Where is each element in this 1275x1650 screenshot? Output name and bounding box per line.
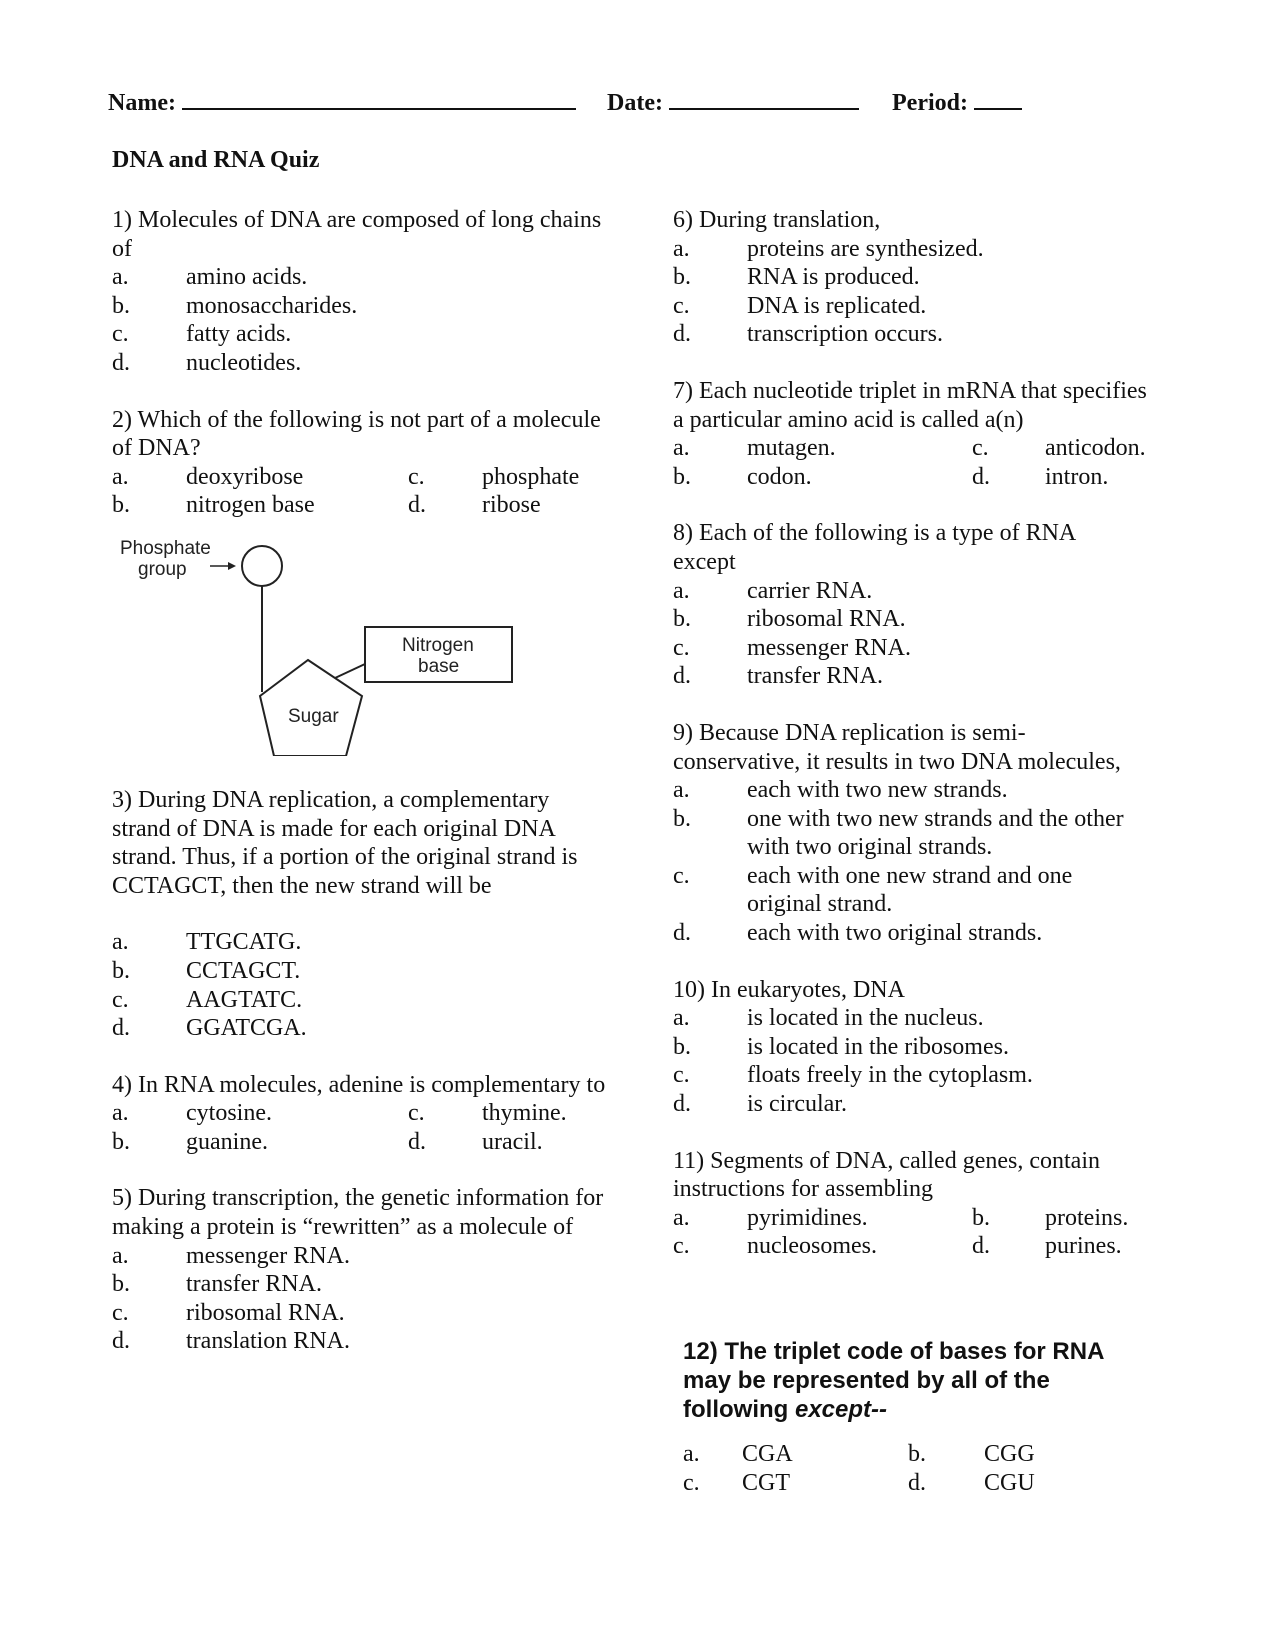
question-stem: 11) Segments of DNA, called genes, contain instructions for assembling: [673, 1147, 1100, 1203]
question-1: [112, 206, 612, 378]
question-stem: [683, 1337, 1123, 1424]
option-b-text[interactable]: nitrogen base: [186, 492, 315, 519]
option-b-letter: b.: [112, 1128, 130, 1155]
question-5: [112, 1184, 612, 1356]
arrow-icon: [210, 562, 236, 570]
option-d-text[interactable]: CGU: [984, 1469, 1035, 1496]
date-label: Date:: [607, 90, 663, 116]
option-c-letter: c.: [673, 1233, 690, 1260]
right-column: [673, 206, 1193, 1525]
option-d[interactable]: d. nucleotides.: [112, 349, 302, 376]
option-d[interactable]: d. each with two original strands.: [673, 920, 1043, 947]
option-d[interactable]: d. translation RNA.: [112, 1328, 350, 1355]
phosphate-circle: [242, 546, 282, 586]
question-7: [673, 377, 1193, 491]
option-d-letter: d.: [408, 1128, 426, 1155]
option-b[interactable]: b. ribosomal RNA.: [673, 606, 906, 633]
option-c[interactable]: c. messenger RNA.: [673, 634, 911, 661]
question-8: [673, 519, 1193, 691]
option-b[interactable]: b. is located in the ribosomes.: [673, 1033, 1009, 1060]
date-field: [607, 88, 859, 117]
option-d-text[interactable]: purines.: [1045, 1233, 1122, 1260]
question-12: [673, 1337, 1193, 1497]
option-d[interactable]: d. transcription occurs.: [673, 321, 943, 348]
option-d-letter: d.: [408, 492, 426, 519]
name-field: [108, 88, 576, 117]
option-b[interactable]: b. one with two new strands and the other with two original strands.: [673, 805, 1124, 861]
question-stem: 3) During DNA replication, a complementary strand of DNA is made for each original DNA strand. Thus, if a portion of the original strand is CCTAGCT, then the new strand will be: [112, 786, 578, 899]
option-b[interactable]: b. CCTAGCT.: [112, 957, 301, 984]
option-a-letter: a.: [112, 1100, 129, 1127]
option-c-text[interactable]: anticodon.: [1045, 435, 1146, 462]
question-2: [112, 406, 612, 520]
question-stem: 10) In eukaryotes, DNA: [673, 976, 905, 1003]
option-a-letter: a.: [673, 1204, 690, 1231]
options-grid: [673, 1204, 1193, 1261]
date-blank[interactable]: [669, 88, 859, 110]
option-b-text[interactable]: codon.: [747, 463, 812, 490]
option-c[interactable]: c. each with one new strand and one original strand.: [673, 862, 1073, 918]
sugar-label: Sugar: [288, 705, 339, 727]
sugar-base-bond: [335, 664, 365, 678]
option-a-text[interactable]: CGA: [742, 1441, 793, 1467]
option-a[interactable]: a. carrier RNA.: [673, 577, 873, 604]
option-b-letter: b.: [908, 1441, 926, 1467]
option-c-text[interactable]: thymine.: [482, 1100, 567, 1127]
options-grid: [683, 1440, 1193, 1497]
option-a-letter: a.: [683, 1441, 700, 1467]
nitrogen-label-line2: base: [418, 655, 460, 677]
option-b-text[interactable]: guanine.: [186, 1128, 268, 1155]
nucleotide-diagram: [112, 524, 532, 756]
options-grid: [673, 434, 1193, 491]
option-b-letter: b.: [112, 492, 130, 519]
name-blank[interactable]: [182, 88, 576, 110]
option-c-letter: c.: [408, 1100, 425, 1127]
option-a[interactable]: a. each with two new strands.: [673, 777, 1008, 804]
question-stem-emphasis: except--: [794, 1396, 888, 1423]
option-c[interactable]: c. AAGTATC.: [112, 986, 303, 1013]
option-d-text[interactable]: uracil.: [482, 1128, 543, 1155]
option-a-text[interactable]: deoxyribose: [186, 463, 304, 490]
option-a[interactable]: a. messenger RNA.: [112, 1242, 350, 1269]
question-stem: 5) During transcription, the genetic information for making a protein is “rewritten” as a molecule of: [112, 1185, 604, 1241]
option-b-letter: b.: [972, 1204, 990, 1231]
option-a[interactable]: a. is located in the nucleus.: [673, 1005, 984, 1032]
question-9: [673, 719, 1193, 948]
option-a-letter: a.: [673, 435, 690, 462]
option-d-letter: d.: [972, 1233, 990, 1260]
question-stem: 4) In RNA molecules, adenine is complementary to: [112, 1071, 606, 1098]
phosphate-label-line2: group: [138, 558, 187, 580]
option-d[interactable]: d. transfer RNA.: [673, 663, 883, 690]
option-c-text[interactable]: phosphate: [482, 463, 580, 490]
option-d[interactable]: d. GGATCGA.: [112, 1015, 307, 1042]
option-d-letter: d.: [972, 463, 990, 490]
phosphate-label-line1: Phosphate: [120, 537, 211, 559]
question-stem: 8) Each of the following is a type of RNA except: [673, 520, 1075, 575]
question-stem: 7) Each nucleotide triplet in mRNA that specifies a particular amino acid is called a(n): [673, 377, 1147, 433]
option-b-text[interactable]: proteins.: [1045, 1204, 1129, 1231]
question-6: [673, 206, 1193, 349]
question-stem: 1) Molecules of DNA are composed of long chains of: [112, 207, 602, 262]
option-d-text[interactable]: intron.: [1045, 463, 1109, 490]
option-b-text[interactable]: CGG: [984, 1441, 1035, 1467]
option-c-letter: c.: [972, 435, 989, 462]
option-d-text[interactable]: ribose: [482, 492, 541, 519]
option-a-text[interactable]: pyrimidines.: [747, 1204, 868, 1231]
options-grid: [112, 1099, 612, 1156]
option-a-text[interactable]: cytosine.: [186, 1100, 272, 1127]
option-c[interactable]: c. fatty acids.: [112, 321, 292, 348]
option-a-letter: a.: [112, 463, 129, 490]
question-stem-text: 12) The triplet code of bases for RNA may be represented by all of the following: [683, 1338, 1104, 1423]
option-a[interactable]: a. TTGCATG.: [112, 929, 302, 956]
option-c[interactable]: c. ribosomal RNA.: [112, 1299, 345, 1326]
period-field: [892, 88, 1022, 117]
question-3: [112, 786, 612, 1043]
question-11: [673, 1147, 1193, 1261]
period-blank[interactable]: [974, 88, 1022, 110]
nitrogen-label-line1: Nitrogen: [402, 634, 474, 656]
question-stem: 2) Which of the following is not part of a molecule of DNA?: [112, 406, 601, 462]
option-d-letter: d.: [908, 1469, 926, 1496]
question-10: [673, 976, 1193, 1119]
option-d[interactable]: d. is circular.: [673, 1091, 847, 1118]
option-a-text[interactable]: mutagen.: [747, 435, 836, 462]
option-c[interactable]: c. floats freely in the cytoplasm.: [673, 1062, 1033, 1089]
option-c-letter: c.: [408, 463, 425, 490]
option-c[interactable]: c. DNA is replicated.: [673, 292, 927, 319]
question-stem: 6) During translation,: [673, 207, 881, 233]
period-label: Period:: [892, 90, 968, 116]
option-b[interactable]: b. monosaccharides.: [112, 292, 358, 319]
option-c-letter: c.: [683, 1469, 700, 1496]
question-stem: 9) Because DNA replication is semi-conservative, it results in two DNA molecules,: [673, 719, 1121, 775]
options-grid: [112, 463, 612, 520]
option-b[interactable]: b. transfer RNA.: [112, 1271, 322, 1298]
quiz-title: DNA and RNA Quiz: [112, 147, 320, 173]
question-4: [112, 1071, 612, 1157]
option-b-letter: b.: [673, 463, 691, 490]
option-a[interactable]: a. proteins are synthesized.: [673, 235, 984, 262]
name-label: Name:: [108, 90, 176, 116]
option-a[interactable]: a. amino acids.: [112, 264, 308, 291]
option-b[interactable]: b. RNA is produced.: [673, 264, 920, 291]
left-column: [112, 206, 612, 1384]
option-c-text[interactable]: CGT: [742, 1469, 790, 1496]
option-c-text[interactable]: nucleosomes.: [747, 1233, 877, 1260]
